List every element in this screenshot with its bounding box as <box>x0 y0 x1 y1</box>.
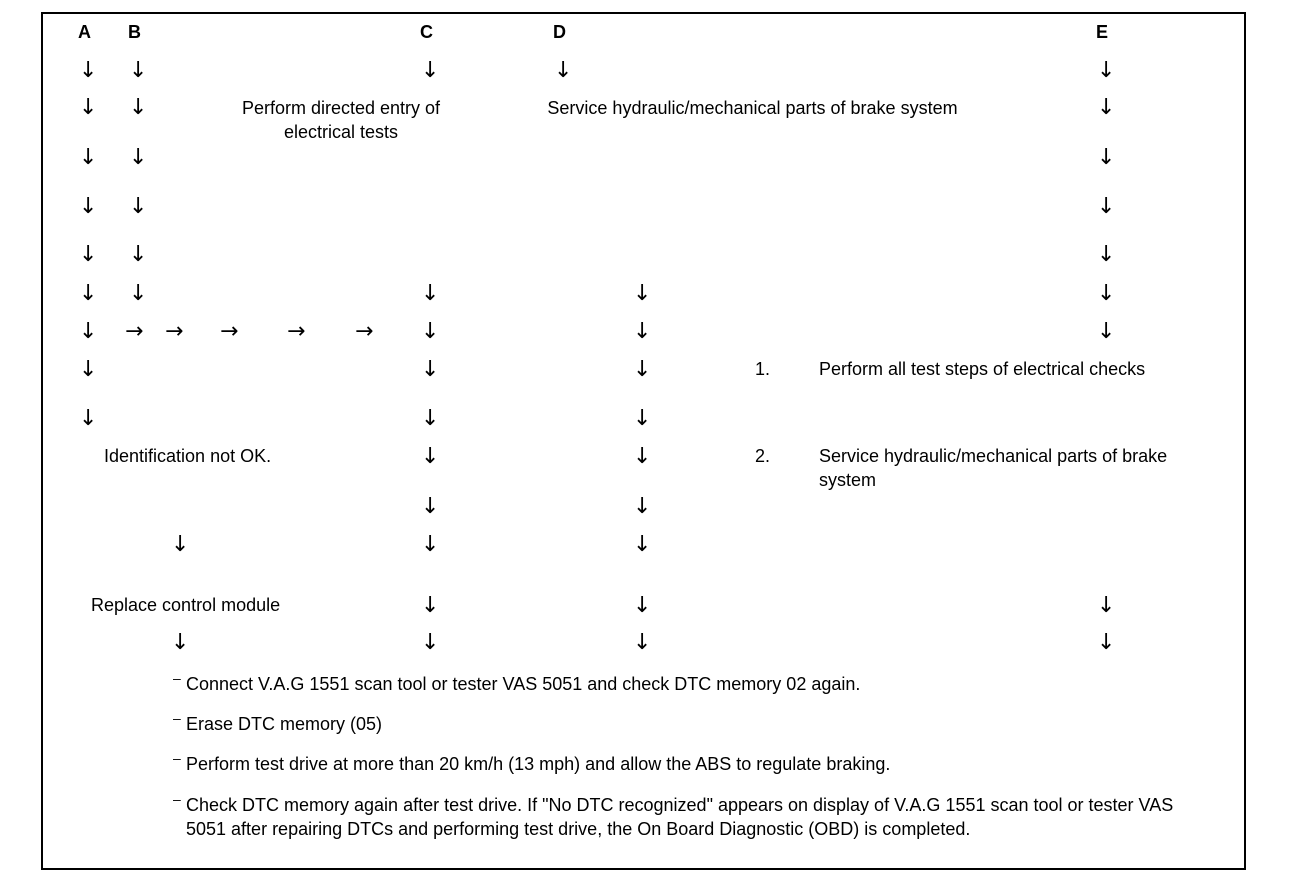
column-header-b: B <box>128 22 141 42</box>
column-header-d: D <box>553 22 566 42</box>
arrow-down-icon: ↓ <box>129 242 148 267</box>
arrow-down-icon: ↓ <box>554 58 573 83</box>
arrow-down-icon: ↓ <box>633 630 652 655</box>
arrow-down-icon: ↓ <box>79 145 98 170</box>
directed-entry-text: Perform directed entry of electrical tests <box>241 98 441 142</box>
arrow-down-icon: ↓ <box>129 58 148 83</box>
arrow-down-icon: ↓ <box>129 194 148 219</box>
instruction-text: Check DTC memory again after test drive. If "No DTC recognized" appears on display of V.A.G 1551 scan tool or tester VAS 5051 after repairing DTCs and performing test drive, the On Board Diagnostic (OBD) is completed. <box>186 795 1174 839</box>
column-header-e: E <box>1096 22 1109 42</box>
arrow-down-icon: ↓ <box>79 242 98 267</box>
arrow-down-icon: ↓ <box>1097 95 1116 120</box>
arrow-down-icon: ↓ <box>633 532 652 557</box>
arrow-down-icon: ↓ <box>129 281 148 306</box>
arrow-down-icon: ↓ <box>421 357 440 382</box>
arrow-down-icon: ↓ <box>79 194 98 219</box>
dash-bullet: – <box>173 670 181 686</box>
arrow-down-icon: ↓ <box>421 444 440 469</box>
arrow-down-icon: ↓ <box>421 319 440 344</box>
column-header-c: C <box>420 22 433 42</box>
arrow-right-icon: → <box>165 319 184 344</box>
step-text: Perform all test steps of electrical checks <box>819 359 1146 379</box>
column-header-a: A <box>78 22 91 42</box>
arrow-down-icon: ↓ <box>129 95 148 120</box>
dash-bullet: – <box>173 750 181 766</box>
arrow-down-icon: ↓ <box>79 357 98 382</box>
arrow-down-icon: ↓ <box>1097 58 1116 83</box>
instruction-text: Perform test drive at more than 20 km/h (13 mph) and allow the ABS to regulate braking. <box>186 754 891 774</box>
arrow-down-icon: ↓ <box>633 593 652 618</box>
arrow-down-icon: ↓ <box>1097 145 1116 170</box>
arrow-down-icon: ↓ <box>421 281 440 306</box>
dash-bullet: – <box>173 710 181 726</box>
dash-bullet: – <box>173 791 181 807</box>
arrow-down-icon: ↓ <box>79 58 98 83</box>
arrow-down-icon: ↓ <box>1097 242 1116 267</box>
arrow-down-icon: ↓ <box>633 444 652 469</box>
instruction-text: Connect V.A.G 1551 scan tool or tester VAS 5051 and check DTC memory 02 again. <box>186 674 861 694</box>
arrow-down-icon: ↓ <box>421 58 440 83</box>
step-text: Service hydraulic/mechanical parts of brake system <box>819 446 1168 490</box>
identification-not-ok-text: Identification not OK. <box>104 446 272 466</box>
arrow-down-icon: ↓ <box>79 406 98 431</box>
arrow-down-icon: ↓ <box>421 494 440 519</box>
arrow-down-icon: ↓ <box>633 406 652 431</box>
instruction-text: Erase DTC memory (05) <box>186 714 383 734</box>
arrow-down-icon: ↓ <box>79 319 98 344</box>
arrow-down-icon: ↓ <box>421 593 440 618</box>
arrow-down-icon: ↓ <box>633 494 652 519</box>
arrow-down-icon: ↓ <box>171 630 190 655</box>
arrow-down-icon: ↓ <box>1097 319 1116 344</box>
arrow-right-icon: → <box>355 319 374 344</box>
step-number: 1. <box>755 359 771 379</box>
arrow-right-icon: → <box>220 319 239 344</box>
arrow-down-icon: ↓ <box>79 95 98 120</box>
arrow-down-icon: ↓ <box>129 145 148 170</box>
arrow-down-icon: ↓ <box>171 532 190 557</box>
arrow-down-icon: ↓ <box>421 630 440 655</box>
arrow-right-icon: → <box>125 319 144 344</box>
arrow-down-icon: ↓ <box>633 281 652 306</box>
arrow-down-icon: ↓ <box>421 532 440 557</box>
arrow-down-icon: ↓ <box>79 281 98 306</box>
service-hydraulic-text: Service hydraulic/mechanical parts of brake system <box>547 98 958 118</box>
arrow-down-icon: ↓ <box>421 406 440 431</box>
arrow-right-icon: → <box>287 319 306 344</box>
arrow-down-icon: ↓ <box>1097 281 1116 306</box>
arrow-down-icon: ↓ <box>1097 593 1116 618</box>
replace-module-text: Replace control module <box>91 595 281 615</box>
arrow-down-icon: ↓ <box>633 319 652 344</box>
step-number: 2. <box>755 446 771 466</box>
arrow-down-icon: ↓ <box>633 357 652 382</box>
arrow-down-icon: ↓ <box>1097 630 1116 655</box>
arrow-down-icon: ↓ <box>1097 194 1116 219</box>
